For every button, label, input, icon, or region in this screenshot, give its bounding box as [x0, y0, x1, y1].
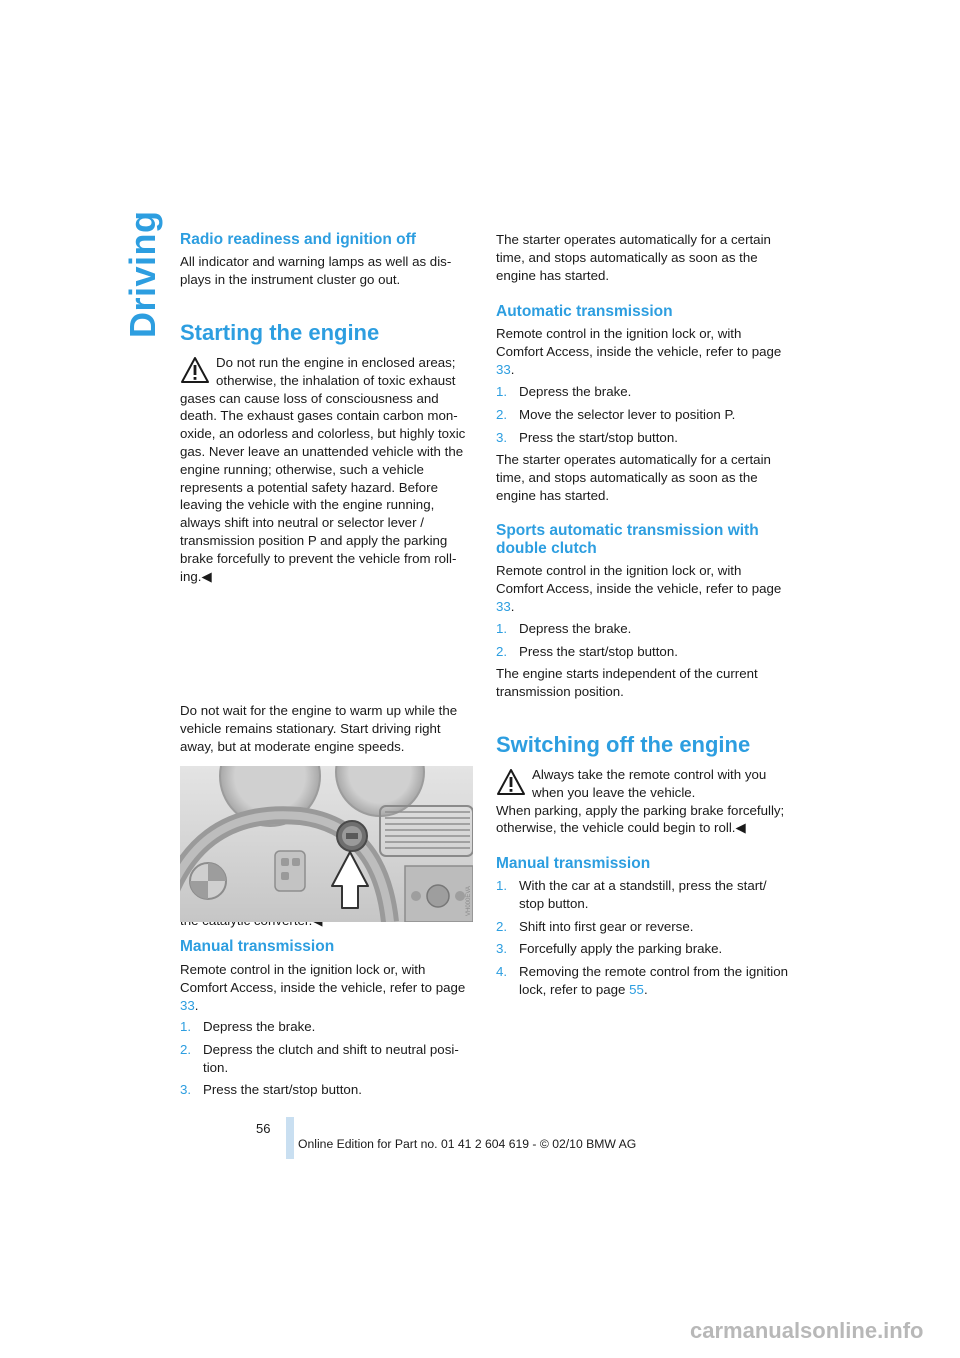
manual-steps-list [180, 1018, 476, 1104]
sports-intro: Remote control in the ignition lock or, with Comfort Access, inside the vehicle, refer to page 33. [496, 563, 782, 614]
dashboard-illustration [180, 766, 473, 922]
section-tab [118, 210, 163, 346]
page-ref-link[interactable]: 33 [496, 361, 511, 377]
warning-triangle-icon [496, 768, 526, 796]
list-item: 4. Removing the remote control from the ignition lock, refer to page 55. [496, 964, 789, 997]
warmup-text: Do not wait for the engine to warm up while the vehicle remains stationary. Start driving right away, but at moderate engine speeds. [180, 703, 458, 754]
list-item: 2. Press the start/stop button. [496, 643, 678, 659]
sports-note: The engine starts independent of the current transmission position. [496, 666, 758, 699]
automatic-transmission-heading: Automatic transmission [496, 303, 673, 320]
switching-off-heading: Switching off the engine [496, 732, 751, 757]
footer-edition-text: Online Edition for Part no. 01 41 2 604 619 - © 02/10 BMW AG [298, 1137, 637, 1151]
warning1-text: gases can cause loss of consciousness and death. The exhaust gases contain carbon monoxide, an odorless and colorless, but highly toxic gas. Never leave an unattended vehicle with the engine running; otherwise, such a vehicle represents a potential safety hazard. Before leaving the vehicle with the engine running, always shift into neutral or selector lever / transmission position P and apply the parking brake forcefully to prevent the vehicle from rolling.◀ [180, 390, 466, 584]
warning-remote-control [496, 766, 792, 837]
list-item: 2. Move the selector lever to position P. [496, 406, 736, 422]
auto-intro: Remote control in the ignition lock or, with Comfort Access, inside the vehicle, refer to page 33. [496, 326, 782, 377]
list-item: 3. Press the start/stop button. [496, 429, 678, 445]
list-item: 2. Shift into first gear or reverse. [496, 918, 694, 934]
list-item: 1. Depress the brake. [496, 384, 632, 399]
warning3-text: When parking, apply the parking brake forcefully; otherwise, the vehicle could begin to roll.◀ [496, 802, 785, 836]
list-item: 1. Depress the brake. [496, 621, 632, 636]
list-item: 2. Depress the clutch and shift to neutral position. [180, 1041, 459, 1075]
page-number: 56 [256, 1121, 271, 1136]
page-ref-link[interactable]: 33 [496, 598, 511, 614]
warning-enclosed-areas [180, 354, 472, 585]
list-item: 3. Forcefully apply the parking brake. [496, 941, 723, 957]
warning-triangle-icon [180, 356, 210, 384]
sports-steps-list [496, 620, 792, 666]
manual-transmission-heading-2: Manual transmission [496, 855, 651, 872]
right-column [496, 0, 796, 997]
section-tab-label: Driving [122, 210, 163, 338]
warning1-line2: otherwise, the inhalation of toxic exhaust [216, 372, 456, 388]
list-item: 1. With the car at a standstill, press the start/ stop button. [496, 878, 767, 911]
page-ref-link[interactable]: 55 [629, 981, 644, 997]
watermark: carmanualsonline.info [690, 1318, 924, 1343]
manual-transmission-heading: Manual transmission [180, 938, 335, 955]
auto-steps-list [496, 383, 792, 451]
warning3-line1: Always take the remote control with you [532, 767, 767, 782]
figure-code: VH000EVA [466, 886, 472, 916]
list-item: 3. Press the start/stop button. [180, 1082, 362, 1098]
radio-readiness-text: All indicator and warning lamps as well as displays in the instrument cluster go out. [180, 254, 452, 287]
radio-readiness-heading: Radio readiness and ignition off [180, 231, 416, 248]
sports-automatic-heading: Sports automatic transmission with double clutch [496, 522, 759, 557]
starter-text-2: The starter operates automatically for a certain time, and stops automatically as soon as the engine has started. [496, 452, 771, 503]
starting-engine-heading: Starting the engine [180, 320, 380, 345]
manual2-steps-list [496, 877, 792, 1004]
dashboard-start-button-figure [180, 766, 473, 922]
warning3-line2: when you leave the vehicle. [532, 784, 696, 800]
manual-intro: Remote control in the ignition lock or, with Comfort Access, inside the vehicle, refer to page 33. [180, 962, 466, 1013]
page-ref-link[interactable]: 33 [180, 997, 195, 1013]
starter-text-1: The starter operates automatically for a certain time, and stops automatically as soon as the engine has started. [496, 232, 771, 283]
footer-accent-bar [286, 1117, 294, 1159]
warning1-line1: Do not run the engine in enclosed areas; [216, 355, 456, 370]
list-item: 1. Depress the brake. [180, 1019, 316, 1034]
